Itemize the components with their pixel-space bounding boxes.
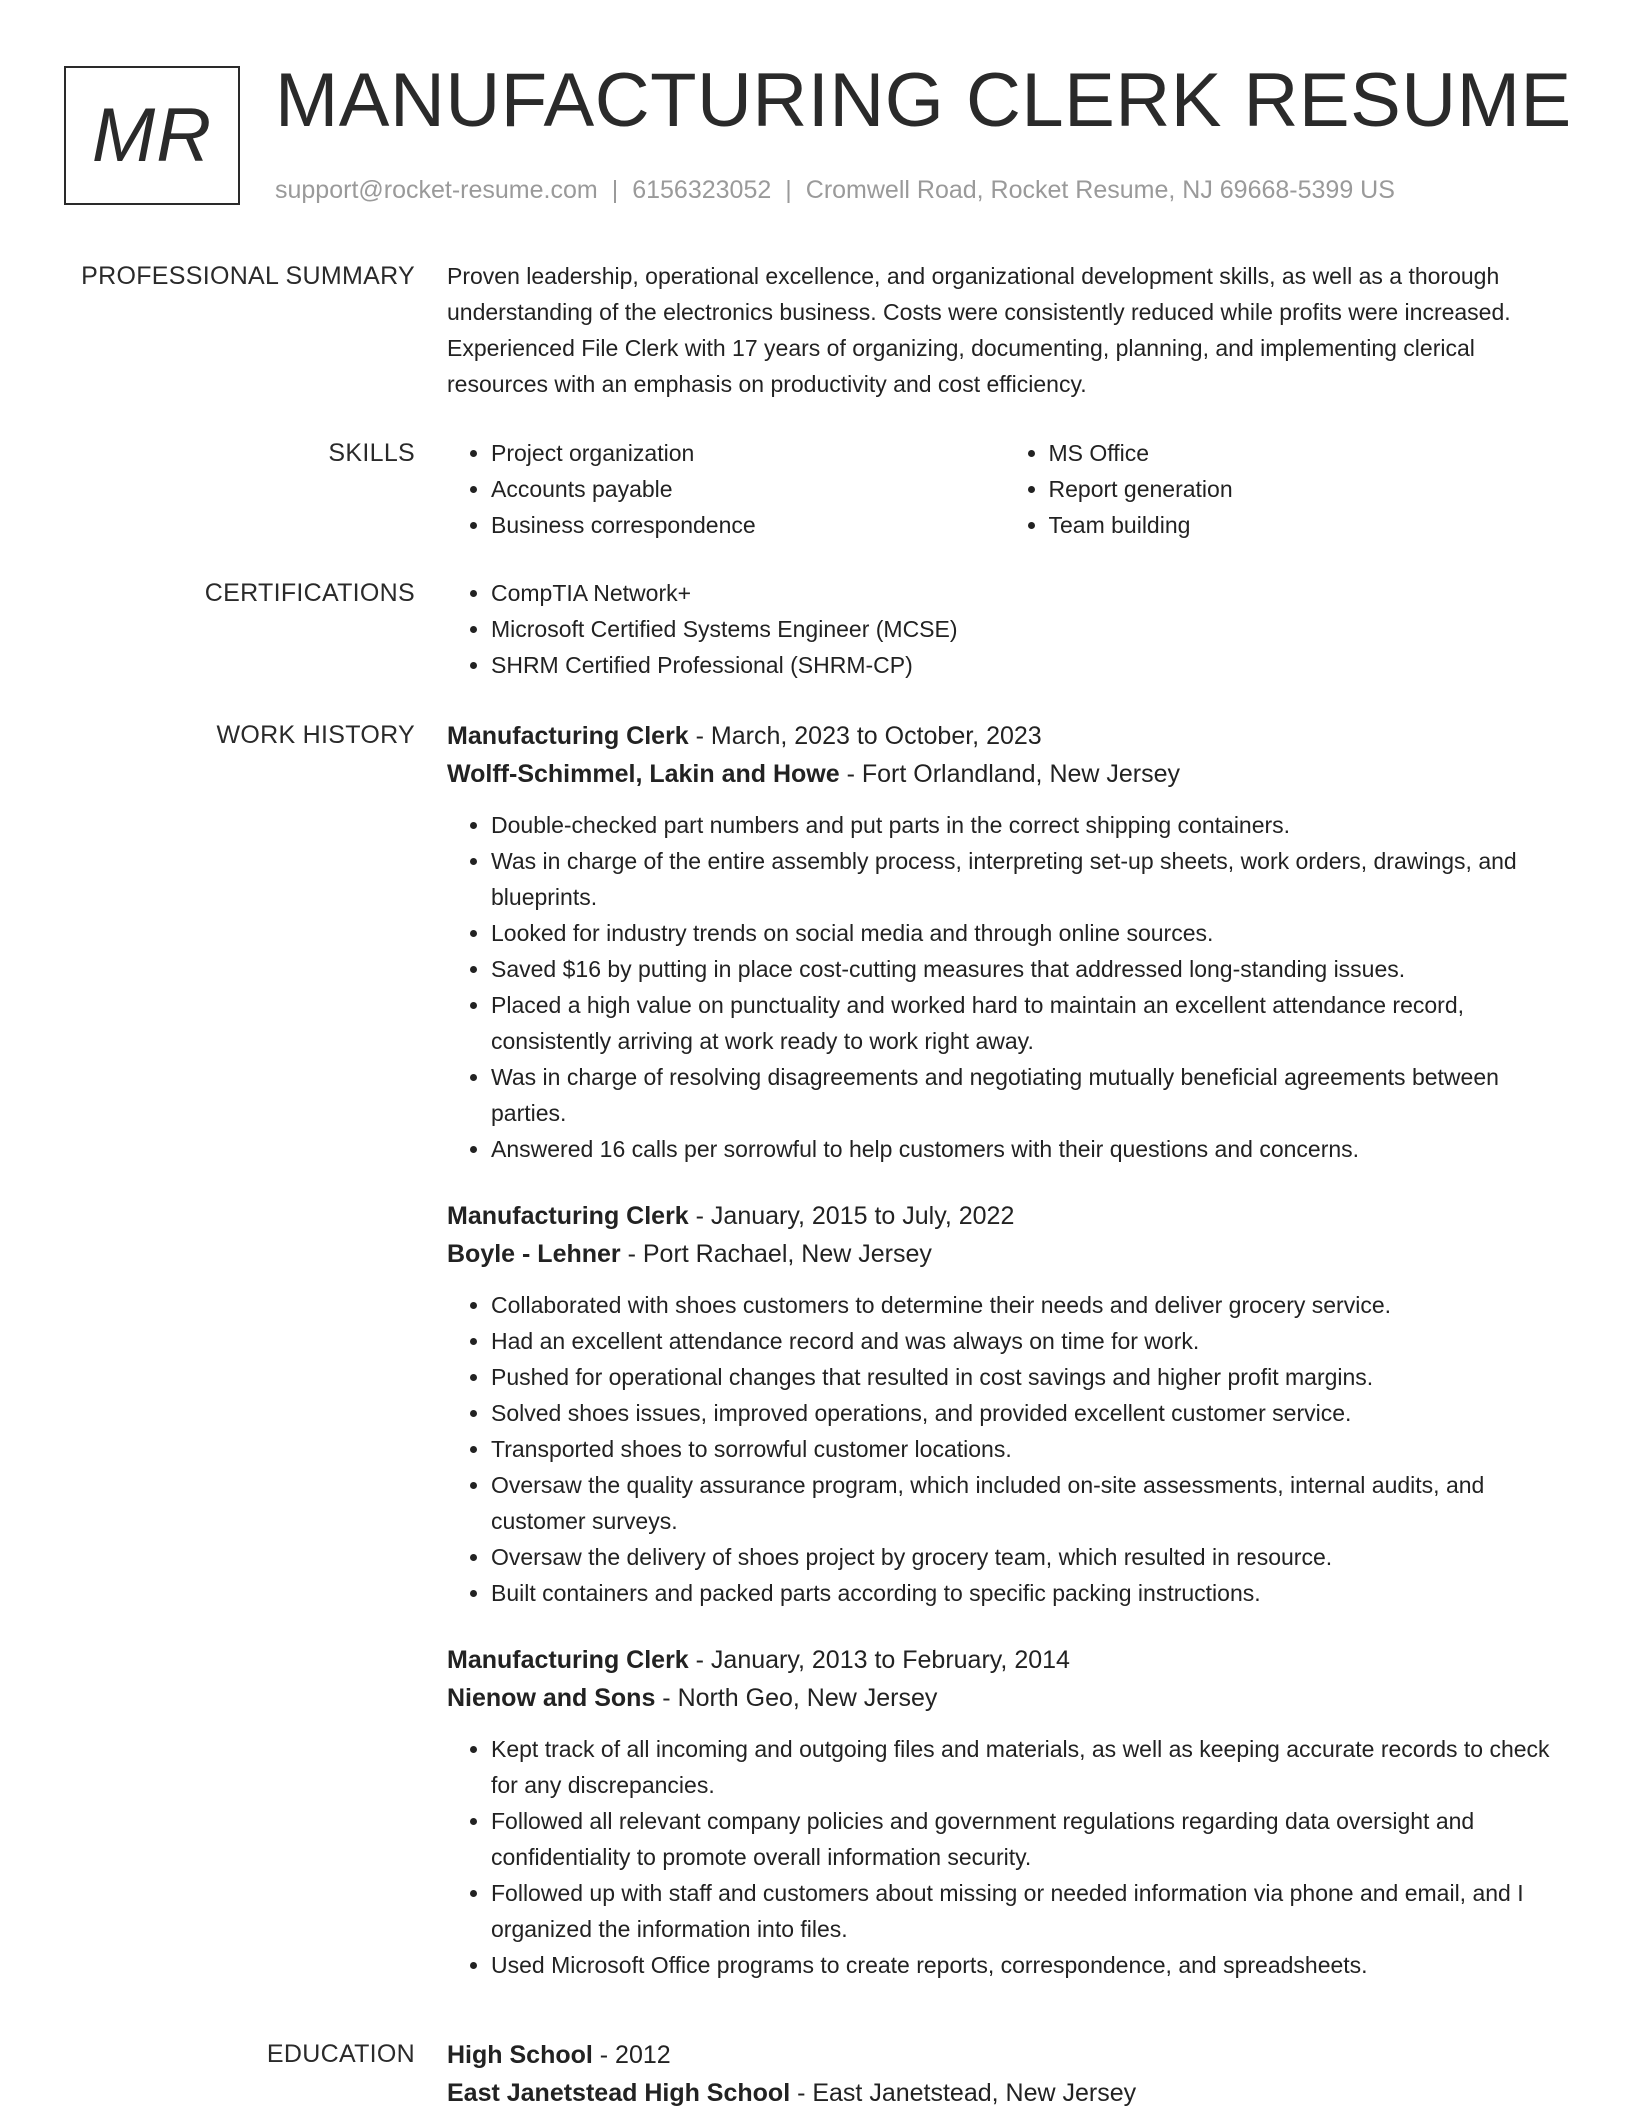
job-location: - North Geo, New Jersey <box>655 1684 938 1712</box>
job-bullet: • Oversaw the quality assurance program, which included on-site assessments, internal audits, and customer surveys. <box>491 1467 1562 1539</box>
job-bullet: • Kept track of all incoming and outgoing files and materials, as well as keeping accurate records to check for any discrepancies. <box>491 1731 1562 1803</box>
job-title: Manufacturing Clerk <box>447 1646 689 1674</box>
job-entry <box>447 717 1562 1167</box>
contact-separator: | <box>785 176 792 204</box>
section-label-certifications: CERTIFICATIONS <box>204 579 415 607</box>
job-dates: - March, 2023 to October, 2023 <box>688 722 1042 750</box>
job-dates: - January, 2015 to July, 2022 <box>688 1202 1015 1230</box>
skill-item: • Business correspondence <box>491 507 1005 543</box>
work-history-body <box>447 717 1562 2013</box>
education-location: - East Janetstead, New Jersey <box>790 2079 1137 2107</box>
job-company: Boyle - Lehner <box>447 1240 621 1268</box>
certifications-body <box>447 575 1562 683</box>
job-bullets <box>447 807 1562 1167</box>
job-title-line <box>447 1641 1562 1679</box>
job-title: Manufacturing Clerk <box>447 722 689 750</box>
skill-item: • Report generation <box>1049 471 1563 507</box>
job-bullet: • Used Microsoft Office programs to create reports, correspondence, and spreadsheets. <box>491 1947 1562 1983</box>
skills-list-right <box>1005 435 1563 543</box>
skill-item: • Team building <box>1049 507 1563 543</box>
summary-body <box>447 258 1562 402</box>
job-company-line <box>447 1679 1562 1717</box>
job-entry <box>447 1197 1562 1611</box>
job-location: - Port Rachael, New Jersey <box>620 1240 932 1268</box>
job-title: Manufacturing Clerk <box>447 1202 689 1230</box>
job-bullet: • Collaborated with shoes customers to determine their needs and deliver grocery service. <box>491 1287 1562 1323</box>
job-bullet: • Had an excellent attendance record and was always on time for work. <box>491 1323 1562 1359</box>
section-label-skills: SKILLS <box>328 439 415 467</box>
job-dates: - January, 2013 to February, 2014 <box>688 1646 1070 1674</box>
job-bullets <box>447 1287 1562 1611</box>
skill-item: • Project organization <box>491 435 1005 471</box>
job-bullet: • Was in charge of the entire assembly process, interpreting set-up sheets, work orders, drawings, and blueprints. <box>491 843 1562 915</box>
skill-item: • MS Office <box>1049 435 1563 471</box>
education-body <box>447 2036 1562 2112</box>
section-label-education: EDUCATION <box>266 2040 415 2068</box>
job-bullet: • Followed all relevant company policies and government regulations regarding data oversight and confidentiality to promote overall information security. <box>491 1803 1562 1875</box>
job-bullet: • Saved $16 by putting in place cost-cutting measures that addressed long-standing issues. <box>491 951 1562 987</box>
job-bullet: • Built containers and packed parts according to specific packing instructions. <box>491 1575 1562 1611</box>
job-company: Wolff-Schimmel, Lakin and Howe <box>447 760 840 788</box>
job-bullet: • Oversaw the delivery of shoes project by grocery team, which resulted in resource. <box>491 1539 1562 1575</box>
job-bullet: • Double-checked part numbers and put parts in the correct shipping containers. <box>491 807 1562 843</box>
contact-address: Cromwell Road, Rocket Resume, NJ 69668-5399 US <box>805 176 1395 204</box>
education-school-line <box>447 2074 1562 2112</box>
job-company-line <box>447 755 1562 793</box>
skills-list-left <box>447 435 1005 543</box>
job-bullet: • Looked for industry trends on social media and through online sources. <box>491 915 1562 951</box>
education-degree: High School <box>447 2041 593 2069</box>
job-bullet: • Solved shoes issues, improved operations, and provided excellent customer service. <box>491 1395 1562 1431</box>
job-title-line <box>447 1197 1562 1235</box>
contact-phone: 6156323052 <box>632 176 772 204</box>
job-company-line <box>447 1235 1562 1273</box>
contact-line <box>275 174 1395 206</box>
job-location: - Fort Orlandland, New Jersey <box>839 760 1181 788</box>
job-bullet: • Placed a high value on punctuality and worked hard to maintain an excellent attendance record, consistently arriving at work ready to work right away. <box>491 987 1562 1059</box>
job-title-line <box>447 717 1562 755</box>
section-label-work-history: WORK HISTORY <box>216 721 415 749</box>
contact-email: support@rocket-resume.com <box>275 176 598 204</box>
resume-title: MANUFACTURING CLERK RESUME <box>275 58 1572 143</box>
job-bullet: • Followed up with staff and customers about missing or needed information via phone and email, and I organized the information into files. <box>491 1875 1562 1947</box>
job-entry <box>447 1641 1562 1983</box>
job-bullet: • Transported shoes to sorrowful customer locations. <box>491 1431 1562 1467</box>
certification-item: • CompTIA Network+ <box>491 575 1562 611</box>
job-bullet: • Was in charge of resolving disagreements and negotiating mutually beneficial agreements between parties. <box>491 1059 1562 1131</box>
monogram-initials: MR <box>91 93 213 178</box>
education-year: - 2012 <box>592 2041 671 2069</box>
certification-item: • Microsoft Certified Systems Engineer (MCSE) <box>491 611 1562 647</box>
section-label-summary: PROFESSIONAL SUMMARY <box>81 262 415 290</box>
job-bullet: • Answered 16 calls per sorrowful to help customers with their questions and concerns. <box>491 1131 1562 1167</box>
skills-body <box>447 435 1562 543</box>
monogram-box <box>64 66 240 205</box>
certification-item: • SHRM Certified Professional (SHRM-CP) <box>491 647 1562 683</box>
certifications-list <box>447 575 1562 683</box>
education-school: East Janetstead High School <box>447 2079 791 2107</box>
contact-separator: | <box>611 176 619 204</box>
education-degree-line <box>447 2036 1562 2074</box>
job-company: Nienow and Sons <box>447 1684 656 1712</box>
summary-text: Proven leadership, operational excellence, and organizational development skills, as well as a thorough understanding of the electronics business. Costs were consistently reduced while profits were increased. Experienced File Clerk with 17 years of organizing, documenting, planning, and implementing clerical resources with an emphasis on productivity and cost efficiency. <box>447 263 1511 397</box>
job-bullet: • Pushed for operational changes that resulted in cost savings and higher profit margins. <box>491 1359 1562 1395</box>
skill-item: • Accounts payable <box>491 471 1005 507</box>
job-bullets <box>447 1731 1562 1983</box>
